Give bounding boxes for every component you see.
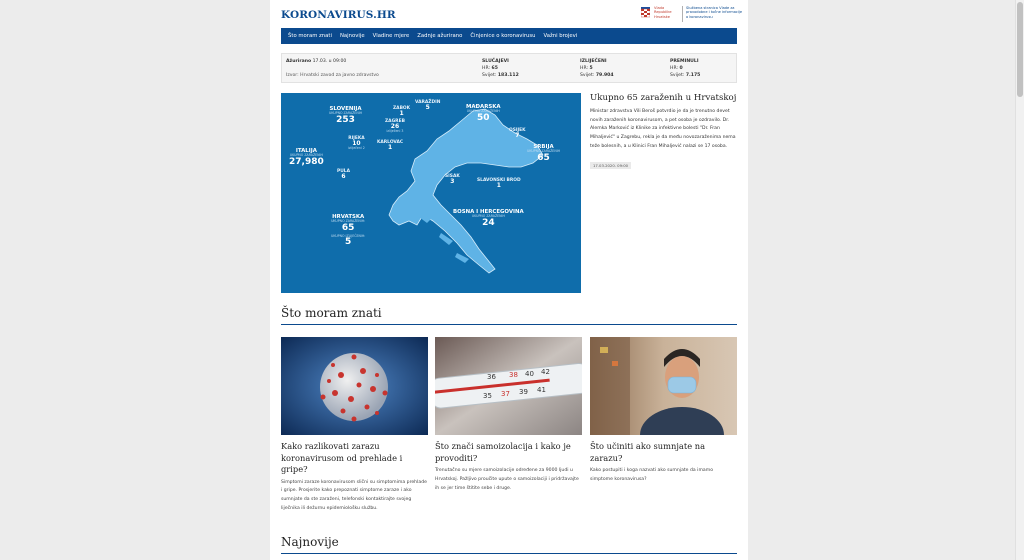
thermo-digit-6: 37 [501,390,510,398]
zagreb-name: ZAGREB [385,119,405,124]
section-title-latest: Najnovije [281,535,737,554]
nav-item-najnovije[interactable]: Najnovije [339,33,365,39]
stat-recovered-hr-label: HR: [580,66,589,71]
croatia-value2: 5 [345,236,352,247]
card-text-self-isolation: Trenutačno su mjere samoizolacije određene za 9000 ljudi u Hrvatskoj. Pažljivo proučite upute o samoizolaciji i pridržavajte ih se jer time štitite sebe i druge. [435,468,579,491]
rijeka-sub: izliječeni 2 [348,146,365,151]
stat-deaths-label: PREMINULI [670,59,699,64]
page-container [270,0,748,560]
card-text-suspect-infection: Kako postupiti i koga nazvati ako sumnjate da imamo simptome koronavirusa? [590,468,714,482]
stat-deaths [670,58,700,79]
thermo-digit-2: 38 [509,371,518,379]
updated-info [286,59,346,64]
site-header [281,0,743,27]
slavonski-brod-value: 1 [496,182,501,190]
nav-item-vladine-mjere[interactable]: Vladine mjere [372,33,410,39]
zabok-name: ZABOK [393,106,411,111]
label-sisak [445,175,460,185]
osijek-name: OSIJEK [509,128,526,133]
croatian-crest-icon [641,7,650,19]
pula-name: PULA [337,169,350,174]
branding-divider [682,6,683,22]
stat-recovered-world: 79.904 [595,73,614,78]
card-covid-vs-flu[interactable] [281,337,428,514]
thermometer-image[interactable] [435,337,582,435]
slovenia-sub: UKUPNO ZARAŽENIH [329,111,363,116]
osijek-value: 7 [515,132,520,140]
thermo-digit-7: 39 [519,388,528,396]
italy-value: 27,980 [289,156,324,167]
pula-value: 6 [341,173,346,181]
label-osijek [509,129,526,139]
card-title-covid-vs-flu[interactable]: Kako razlikovati zarazu koronavirusom od prehlade i gripe? [281,441,403,474]
masked-man-illustration [590,337,737,435]
label-croatia [331,215,365,247]
stat-recovered-hr: 5 [589,66,593,71]
section-title-must-know: Što moram znati [281,306,737,325]
hungary-sub: UKUPNO ZARAŽENIH [466,109,500,114]
label-varazdin [415,101,440,111]
card-title-self-isolation[interactable]: Što znači samoizolacija i kako je provoditi? [435,441,571,463]
croatia-map-shape [281,93,581,293]
lead-date: 17.03.2020. 09:00 [590,162,631,169]
varazdin-name: VARAŽDIN [415,100,441,105]
label-pula [337,170,350,180]
serbia-value: 65 [537,152,550,163]
stats-bar [281,53,737,83]
thermo-digit-1: 36 [487,373,496,381]
card-self-isolation[interactable] [435,337,582,493]
bih-value: 24 [482,217,495,228]
label-zabok [393,107,410,117]
bih-name: BOSNA I HERCEGOVINA [453,209,524,215]
zabok-value: 1 [399,110,404,118]
stat-cases-world: 183.112 [497,73,519,78]
nav-item-sto-moram-znati[interactable]: Što moram znati [288,33,332,39]
stat-cases-label: SLUČAJEVI [482,59,509,64]
stat-cases-hr-label: HR: [482,66,491,71]
stat-deaths-hr-label: HR: [670,66,679,71]
label-serbia [527,145,560,163]
label-slovenia [329,107,362,125]
thermo-digit-5: 35 [483,392,492,400]
stat-recovered [580,58,614,79]
serbia-name: SRBIJA [533,144,554,150]
zagreb-value: 26 [390,123,400,131]
stat-cases [482,58,519,79]
croatia-sub: UKUPNO ZARAŽENIH: [331,219,366,224]
label-slavonski-brod [477,179,521,189]
nav-item-cinjenice[interactable]: Činjenice o koronavirusu [470,33,536,39]
karlovac-name: KARLOVAC [377,140,404,145]
government-name: Vlada Republike Hrvatske [654,6,672,19]
government-tagline: Službena stranica Vlade za pravodobne i točne informacije o koronavirusu [686,6,743,19]
updated-label: Ažurirano [286,59,312,64]
page-scrollbar[interactable] [1015,0,1024,560]
lead-text: Ministar zdravstva Vili Beroš potvrdio je da je trenutno devet novih zaraženih koronavirusom, a pet osoba je ozdravilo. Dr. Alemka Marković iz Klinike za infektivne bolesti "Dr. Fran Mihaljević" u Zagrebu, rekla je da među novozaraženima nema teže bolesnih, a u Klinici Fran Mihaljević nalazi se 17 osoba. [590,109,736,149]
croatia-name: HRVATSKA [332,214,365,220]
slovenia-name: SLOVENIJA [329,106,362,112]
card-title-suspect-infection[interactable]: Što učiniti ako sumnjate na zarazu? [590,441,706,463]
nav-item-zadnje-azurirano[interactable]: Zadnje ažurirano [417,33,463,39]
italy-sub: UKUPNO ZARAŽENIH [289,153,323,158]
rijeka-name: RIJEKA [348,136,365,141]
lead-article [590,93,738,171]
lead-title[interactable]: Ukupno 65 zaraženih u Hrvatskoj [590,93,737,103]
karlovac-value: 1 [387,144,393,152]
rijeka-value: 10 [352,140,361,148]
masked-man-image[interactable] [590,337,737,435]
varazdin-value: 5 [425,104,430,112]
label-hungary [466,105,501,123]
card-suspect-infection[interactable] [590,337,737,485]
thermo-digit-4: 42 [541,368,550,376]
infection-map[interactable] [281,93,581,293]
stat-deaths-hr: 0 [679,66,683,71]
label-zagreb [385,120,405,134]
main-navigation [281,28,737,44]
thermo-digit-3: 40 [525,370,534,378]
sisak-name: SISAK [445,174,460,179]
stat-deaths-world: 7.175 [685,73,701,78]
nav-item-vazni-brojevi[interactable]: Važni brojevi [543,33,578,39]
croatia-sub2: UKUPNO IZLIJEČENIH: [331,233,366,238]
bih-sub: UKUPNO ZARAŽENIH [471,214,505,219]
site-logo[interactable]: KORONAVIRUS.HR [281,9,396,21]
scrollbar-thumb[interactable] [1017,2,1023,97]
label-rijeka [348,137,365,151]
zagreb-sub: izliječeni 3 [386,129,404,134]
serbia-sub: UKUPNO ZARAŽENIH [527,149,561,154]
stat-recovered-world-label: Svijet: [580,73,595,78]
thermometer-illustration [435,337,582,435]
virus-image[interactable] [281,337,428,435]
croatia-value: 65 [341,222,355,233]
card-text-covid-vs-flu: Simptomi zaraze koronavirusom slični su simptomima prehlade i gripe. Prosjerite kako prepoznati simptome zaraze i ako sumnjate da ste zaraženi, telefonski kontaktirajte svojeg liječnika ili dežurnu epidemiološku službu. [281,479,427,511]
hungary-value: 50 [477,112,490,123]
stat-recovered-label: IZLIJEČENI [580,59,607,64]
stat-cases-world-label: Svijet: [482,73,497,78]
label-bih [453,210,524,228]
stats-source: Izvor: Hrvatski zavod za javno zdravstvo [286,73,379,78]
label-karlovac [377,141,403,151]
slovenia-value: 253 [336,114,355,125]
hungary-name: MAĐARSKA [466,104,501,110]
slavonski-brod-name: SLAVONSKI BROD [477,178,521,183]
virus-illustration [281,337,428,435]
italy-name: ITALIJA [295,148,317,154]
government-branding[interactable] [641,6,744,22]
stat-cases-hr: 65 [491,66,498,71]
sisak-value: 3 [450,178,455,186]
thermo-digit-8: 41 [537,386,546,394]
label-italy [289,149,324,167]
stat-deaths-world-label: Svijet: [670,73,685,78]
updated-value: 17.03. u 09:00 [312,59,347,64]
